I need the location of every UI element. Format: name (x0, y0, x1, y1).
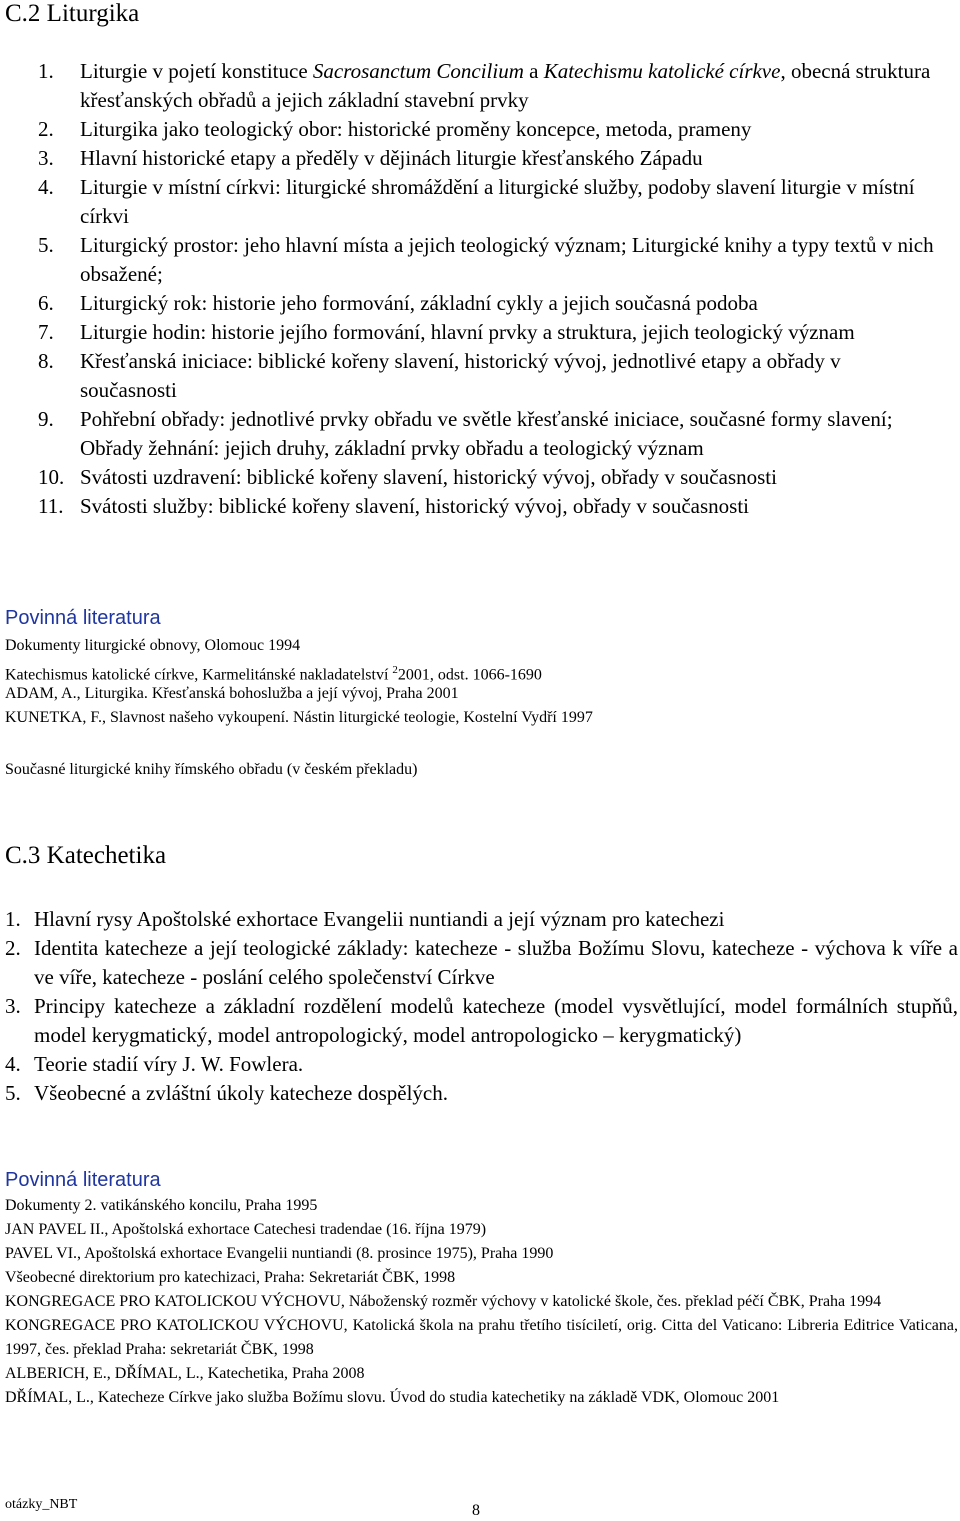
item-text: Liturgický prostor: jeho hlavní místa a jejich teologický význam; Liturgické knihy a typy textů v nich obsažené; (80, 233, 934, 286)
item-text: Teorie stadií víry J. W. Fowlera. (34, 1052, 304, 1076)
item-text: Křesťanská iniciace: biblické kořeny slavení, historický vývoj, jednotlivé etapy a obřady v současnosti (80, 349, 841, 402)
item-number: 5. (5, 1081, 21, 1105)
topic-list-c2 (38, 57, 938, 521)
item-text: Hlavní rysy Apoštolské exhortace Evangelii nuntiandi a její význam pro katechezi (34, 907, 725, 931)
item-number: 3. (5, 994, 21, 1018)
list-item (5, 905, 958, 934)
literature-item: JAN PAVEL II., Apoštolská exhortace Catechesi tradendae (16. října 1979) (5, 1221, 487, 1238)
list-item (38, 144, 938, 173)
item-number: 6. (38, 291, 54, 315)
list-item (5, 992, 958, 1050)
item-text-part: Liturgie v pojetí konstituce (80, 59, 313, 83)
item-text: Principy katecheze a základní rozdělení modelů katecheze (model vysvětlující, model formálních stupňů, model kerygmatický, model antropologický, model antropologicko – kerygmatický) (34, 994, 958, 1047)
literature-item: ALBERICH, E., DŘÍMAL, L., Katechetika, Praha 2008 (5, 1365, 365, 1382)
literature-item: KONGREGACE PRO KATOLICKOU VÝCHOVU, Katolická škola na prahu třetího tisíciletí, orig. Citta del Vaticano: Libreria Editrice Vaticana, 1997, čes. překlad Praha: sekretariát ČBK, 1998 (5, 1317, 958, 1358)
item-text: Liturgika jako teologický obor: historické proměny koncepce, metoda, prameny (80, 117, 752, 141)
item-number: 2. (5, 936, 21, 960)
list-item (5, 1079, 958, 1108)
list-item (38, 492, 938, 521)
literature-item: ADAM, A., Liturgika. Křesťanská bohoslužba a její vývoj, Praha 2001 (5, 685, 459, 702)
literature-extra-c2: Současné liturgické knihy římského obřadu (v českém překladu) (5, 761, 418, 778)
item-number: 1. (5, 907, 21, 931)
list-item (38, 173, 938, 231)
list-item (38, 57, 938, 115)
literature-item: Všeobecné direktorium pro katechizaci, Praha: Sekretariát ČBK, 1998 (5, 1269, 456, 1286)
item-number: 9. (38, 407, 54, 431)
item-number: 1. (38, 59, 54, 83)
list-item (38, 289, 938, 318)
footer-label: otázky_NBT (5, 1497, 78, 1512)
literature-item: DŘÍMAL, L., Katecheze Církve jako služba Božímu slovu. Úvod do studia katechetiky na základě VDK, Olomouc 2001 (5, 1389, 780, 1406)
section-title-c3: C.3 Katechetika (5, 842, 167, 869)
item-number: 11. (38, 494, 64, 518)
item-text: Svátosti služby: biblické kořeny slavení, historický vývoj, obřady v současnosti (80, 494, 749, 518)
literature-item: PAVEL VI., Apoštolská exhortace Evangelii nuntiandi (8. prosince 1975), Praha 1990 (5, 1245, 554, 1262)
literature-list-c3 (5, 1194, 958, 1410)
item-number: 8. (38, 349, 54, 373)
item-text: Liturgie hodin: historie jejího formování, hlavní prvky a struktura, jejich teologický význam (80, 320, 855, 344)
item-number: 4. (5, 1052, 21, 1076)
literature-item: KUNETKA, F., Slavnost našeho vykoupení. Nástin liturgické teologie, Kostelní Vydří 1997 (5, 709, 593, 726)
item-number: 2. (38, 117, 54, 141)
item-text-italic: Katechismu katolické církve (543, 59, 781, 83)
literature-item (5, 658, 905, 682)
item-text: Hlavní historické etapy a předěly v dějinách liturgie křesťanského Západu (80, 146, 703, 170)
list-item (38, 115, 938, 144)
item-text: Liturgie v místní církvi: liturgické shromáždění a liturgické služby, podoby slavení liturgie v místní církvi (80, 175, 915, 228)
item-text-part: , obecná struktura křesťanských obřadů a jejich základní stavební prvky (80, 59, 931, 112)
item-number: 3. (38, 146, 54, 170)
item-number: 4. (38, 175, 54, 199)
item-text: Identita katecheze a její teologické základy: katecheze - služba Božímu Slovu, katecheze - výchova k víře a ve víře, katecheze - poslání celého společenství Církve (34, 936, 958, 989)
section-title-c2: C.2 Liturgika (5, 0, 140, 27)
list-item (38, 463, 938, 492)
literature-item: Dokumenty liturgické obnovy, Olomouc 1994 (5, 637, 301, 654)
topic-list-c3 (5, 905, 958, 1108)
literature-item: Dokumenty 2. vatikánského koncilu, Praha 1995 (5, 1197, 318, 1214)
list-item (38, 231, 938, 289)
item-text-part: a (523, 59, 544, 83)
literature-text-part: Katechismus katolické církve, Karmelitánské nakladatelství (5, 666, 393, 684)
list-item (5, 1050, 958, 1079)
literature-item: KONGREGACE PRO KATOLICKOU VÝCHOVU, Náboženský rozměr výchovy v katolické škole, čes. překlad péčí ČBK, Praha 1994 (5, 1293, 882, 1310)
item-number: 5. (38, 233, 54, 257)
list-item (38, 318, 938, 347)
item-number: 10. (38, 465, 65, 489)
edition-superscript: 2 (392, 664, 398, 676)
item-text: Pohřební obřady: jednotlivé prvky obřadu ve světle křesťanské iniciace, současné formy slavení; Obřady žehnání: jejich druhy, základní prvky obřadu a teologický význam (80, 407, 893, 460)
list-item (38, 347, 938, 405)
item-text: Liturgický rok: historie jeho formování, základní cykly a jejich současná podoba (80, 291, 758, 315)
list-item (38, 405, 938, 463)
literature-heading-c3: Povinná literatura (5, 1169, 161, 1191)
item-text: Všeobecné a zvláštní úkoly katecheze dospělých. (34, 1081, 449, 1105)
item-text: Svátosti uzdravení: biblické kořeny slavení, historický vývoj, obřady v současnosti (80, 465, 777, 489)
list-item (5, 934, 958, 992)
literature-heading-c2: Povinná literatura (5, 607, 161, 629)
page-number: 8 (472, 1502, 480, 1519)
item-number: 7. (38, 320, 54, 344)
item-text-italic: Sacrosanctum Concilium (312, 59, 524, 83)
literature-list-c2 (5, 634, 905, 730)
literature-text-part: 2001, odst. 1066-1690 (397, 666, 542, 684)
